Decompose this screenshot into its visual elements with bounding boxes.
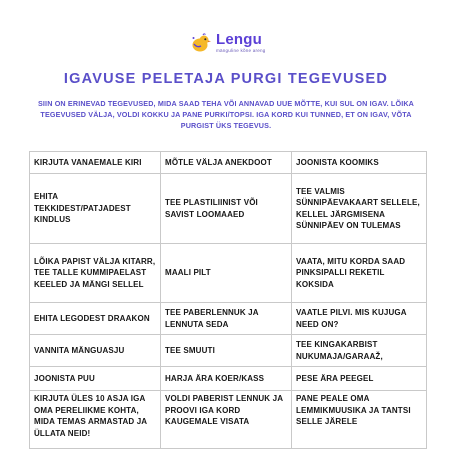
activity-cell: KIRJUTA ÜLES 10 ASJA IGA OMA PERELIIKME KOHTA, MIDA TEMAS ARMASTAD JA ÜLLATA NEID! [30,391,161,449]
brand-logo [190,30,265,56]
table-row [30,152,427,174]
table-row [30,174,427,244]
activity-cell: MAALI PILT [161,244,292,303]
intro-text: SIIN ON ERINEVAD TEGEVUSED, MIDA SAAD TEHA VÕI ANNAVAD UUE MÕTTE, KUI SUL ON IGAV. LÕIKA TEGEVUSED VÄLJA, VOLDI KOKKU JA PANE PURKI/TOPSI. IGA KORD KUI TUNNED, ET ON IGAV, VÕTA PURGIST ÜKS TEGEVUS. [37,99,415,130]
logo-wordmark: Lengu [216,31,262,49]
activity-cell: PESE ÄRA PEEGEL [292,367,427,391]
activity-cell: EHITA TEKKIDEST/PATJADEST KINDLUS [30,174,161,244]
table-row [30,244,427,303]
page-title: IGAVUSE PELETAJA PURGI TEGEVUSED [63,71,389,87]
activity-cell: JOONISTA KOOMIKS [292,152,427,174]
table-row [30,335,427,367]
activity-cell: TEE VALMIS SÜNNIPÄEVAKAART SELLELE, KELLEL JÄRGMISENA SÜNNIPÄEV ON TULEMAS [292,174,427,244]
logo-tagline: mänguline kõne areng [216,48,266,54]
activity-cell: VAATA, MITU KORDA SAAD PINKSIPALLI REKETIL KOKSIDA [292,244,427,303]
activity-cell: KIRJUTA VANAEMALE KIRI [30,152,161,174]
activity-cell: PANE PEALE OMA LEMMIKMUUSIKA JA TANTSI SELLE JÄRELE [292,391,427,449]
activity-cell: JOONISTA PUU [30,367,161,391]
activity-cell: VANNITA MÄNGUASJU [30,335,161,367]
activity-cell: VOLDI PABERIST LENNUK JA PROOVI IGA KORD KAUGEMALE VISATA [161,391,292,449]
table-row [30,367,427,391]
table-row [30,391,427,449]
activity-cell: HARJA ÄRA KOER/KASS [161,367,292,391]
activity-cell: LÕIKA PAPIST VÄLJA KITARR, TEE TALLE KUMMIPAELAST KEELED JA MÄNGI SELLEL [30,244,161,303]
activity-cell: TEE PABERLENNUK JA LENNUTA SEDA [161,303,292,335]
activity-cell: TEE SMUUTI [161,335,292,367]
table-row [30,303,427,335]
activities-table [29,151,427,449]
activity-cell: TEE PLASTILIINIST VÕI SAVIST LOOMAAED [161,174,292,244]
activity-cell: EHITA LEGODEST DRAAKON [30,303,161,335]
bird-mascot-icon [190,32,212,54]
activity-cell: TEE KINGAKARBIST NUKUMAJA/GARAAŽ, [292,335,427,367]
activity-cell: VAATLE PILVI. MIS KUJUGA NEED ON? [292,303,427,335]
activity-cell: MÕTLE VÄLJA ANEKDOOT [161,152,292,174]
